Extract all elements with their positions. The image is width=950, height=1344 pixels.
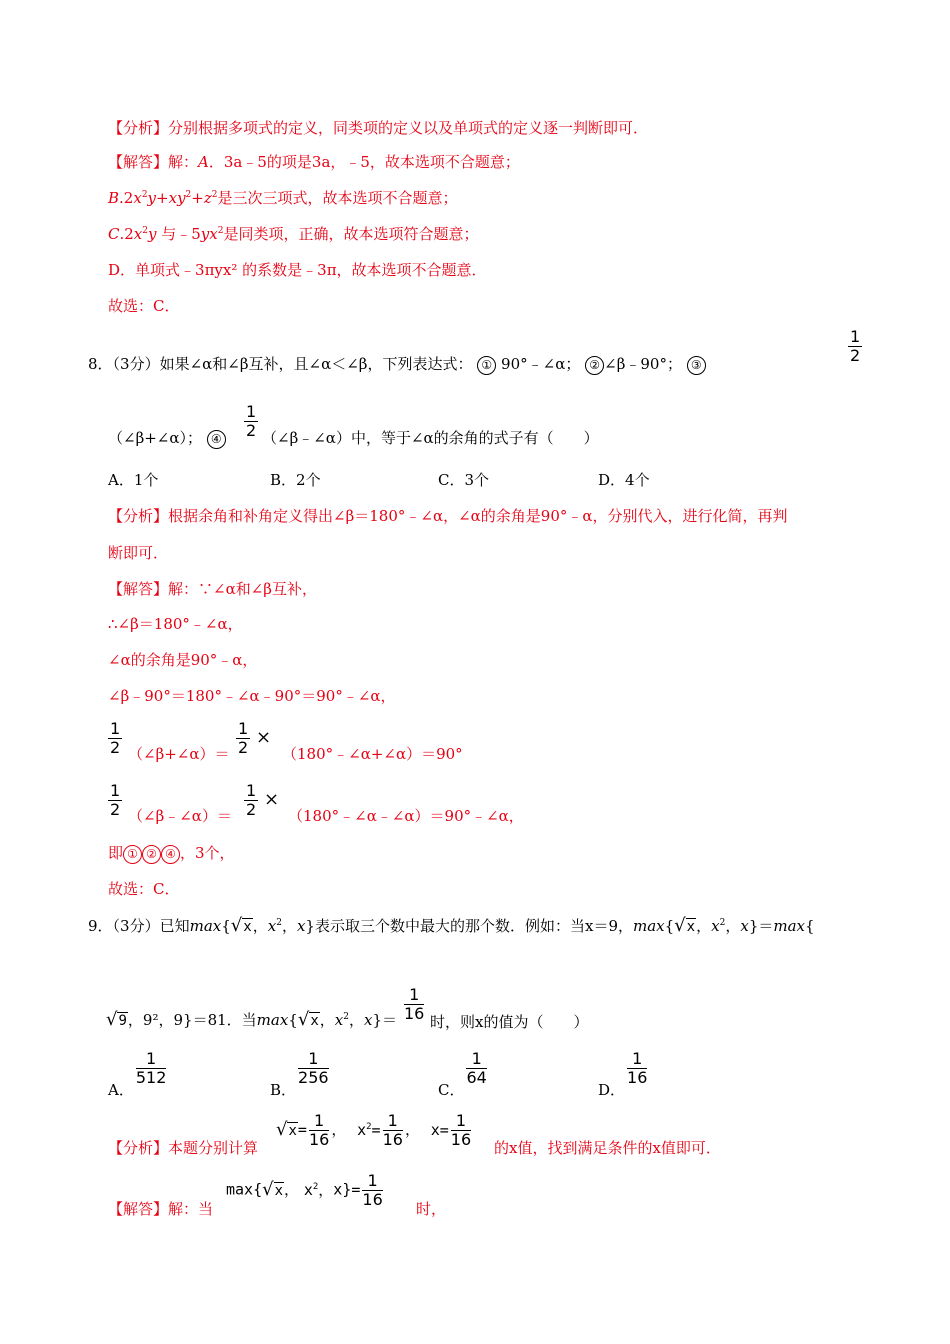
q8-analysis: 【分析】根据余角和补角定义得出∠β＝180°﹣∠α，∠α的余角是90°﹣α，分别代入，进行化简，再判 bbox=[108, 507, 788, 525]
q8-conclusion: 故选：C． bbox=[108, 880, 180, 898]
q9-frac-1-16: $\frac{1}{16}$ bbox=[404, 985, 425, 1023]
q8-answer-2: ∴∠β＝180°﹣∠α， bbox=[108, 615, 243, 633]
circled-3: ③ bbox=[687, 356, 706, 375]
circled-2: ② bbox=[585, 356, 604, 375]
q9-option-b: B． $\frac{1}{256}$ bbox=[270, 1049, 329, 1099]
times-sign: × bbox=[256, 727, 272, 748]
q8-answer-6a: （∠β﹣∠α）＝ bbox=[128, 807, 232, 825]
q8-stem-line1: 8．（3分）如果∠α和∠β互补，且∠α＜∠β，下列表达式： ① 90°﹣∠α； ② ∠β﹣90°； ③ bbox=[88, 354, 706, 375]
q7-answer-d: D．单项式﹣3πyx² 的系数是﹣3π，故本选项不合题意． bbox=[108, 261, 487, 279]
q8-answer-7: 即 ① ② ④ ，3个， bbox=[108, 844, 235, 862]
q8-answer-6b: （180°﹣∠α﹣∠α）＝90°﹣∠α， bbox=[288, 807, 524, 825]
q8-option-d: D．4个 bbox=[598, 471, 650, 489]
q8-stem-line2: （∠β+∠α）； ④ bbox=[108, 428, 226, 449]
q9-answer-b: 时， bbox=[416, 1200, 447, 1218]
circled-4: ④ bbox=[207, 430, 226, 449]
q9-stem-line2: √9，9²，9}＝81．当max{√x，$x^2$，x}＝ bbox=[106, 1009, 398, 1030]
q9-stem-line1: 9．（3分）已知max{√x，$x^2$，x}表示取三个数中最大的那个数．例如：当x＝9，max{√x，$x^2$，x}＝max{ bbox=[88, 915, 815, 936]
q7-answer-a: 【解答】解：A．3a﹣5的项是3a，﹣5，故本选项不合题意； bbox=[108, 153, 520, 171]
q9-analysis-b: 的x值，找到满足条件的x值即可． bbox=[494, 1139, 721, 1157]
q7-answer-c: $C.2x^2y$ 与$﹣5yx^2$是同类项，正确，故本选项符合题意； bbox=[108, 225, 479, 243]
q8-option-b: B．2个 bbox=[270, 471, 321, 489]
q9-option-d: D． $\frac{1}{16}$ bbox=[598, 1049, 648, 1099]
times-sign-2: × bbox=[264, 789, 280, 810]
q8-analysis-cont: 断即可． bbox=[108, 544, 169, 562]
q9-option-c: C． $\frac{1}{64}$ bbox=[438, 1049, 487, 1099]
q9-answer-math: max{√x， $x^2$，x}= $\frac{1}{16}$ bbox=[226, 1171, 383, 1209]
q9-analysis-a: 【分析】本题分别计算 bbox=[108, 1139, 259, 1157]
q8-answer-1: 【解答】解：∵∠α和∠β互补， bbox=[108, 580, 317, 598]
q8-answer-5b: （180°﹣∠α+∠α）＝90° bbox=[282, 745, 463, 763]
q8-answer-5-frac: $\frac{1}{2}$ bbox=[110, 719, 121, 757]
q8-option-c: C．3个 bbox=[438, 471, 490, 489]
q8-option-a: A．1个 bbox=[108, 471, 159, 489]
q8-half-fraction-1: $\frac{1}{2}$ bbox=[850, 327, 861, 365]
q9-analysis-math: √x= $\frac{1}{16}$ ， $x^2=$ $\frac{1}{16}$ ， x= $\frac{1}{16}$ bbox=[276, 1111, 472, 1149]
q9-stem-line2c: 时，则x的值为（ ） bbox=[430, 1013, 589, 1031]
q8-answer-5-frac2: $\frac{1}{2}$ bbox=[238, 719, 249, 757]
q7-conclusion: 故选：C． bbox=[108, 297, 180, 315]
q9-answer-a: 【解答】解：当 bbox=[108, 1200, 214, 1218]
circled-1: ① bbox=[477, 356, 496, 375]
q8-answer-5a: （∠β+∠α）＝ bbox=[128, 745, 230, 763]
q8-half-fraction-2: $\frac{1}{2}$ bbox=[246, 402, 257, 440]
q8-answer-6-frac: $\frac{1}{2}$ bbox=[110, 781, 121, 819]
q9-option-a: A． $\frac{1}{512}$ bbox=[108, 1049, 167, 1099]
q7-analysis: 【分析】分别根据多项式的定义，同类项的定义以及单项式的定义逐一判断即可． bbox=[108, 119, 649, 137]
q8-answer-3: ∠α的余角是90°﹣α， bbox=[108, 651, 258, 669]
q8-stem-line2b: （∠β﹣∠α）中，等于∠α的余角的式子有（ ） bbox=[262, 429, 599, 447]
q8-answer-4: ∠β﹣90°＝180°﹣∠α﹣90°＝90°﹣∠α， bbox=[108, 687, 396, 705]
q7-answer-b: $B.2x^2y+xy^2+z^2$是三次三项式，故本选项不合题意； bbox=[108, 189, 458, 207]
q8-answer-6-frac2: $\frac{1}{2}$ bbox=[246, 781, 257, 819]
